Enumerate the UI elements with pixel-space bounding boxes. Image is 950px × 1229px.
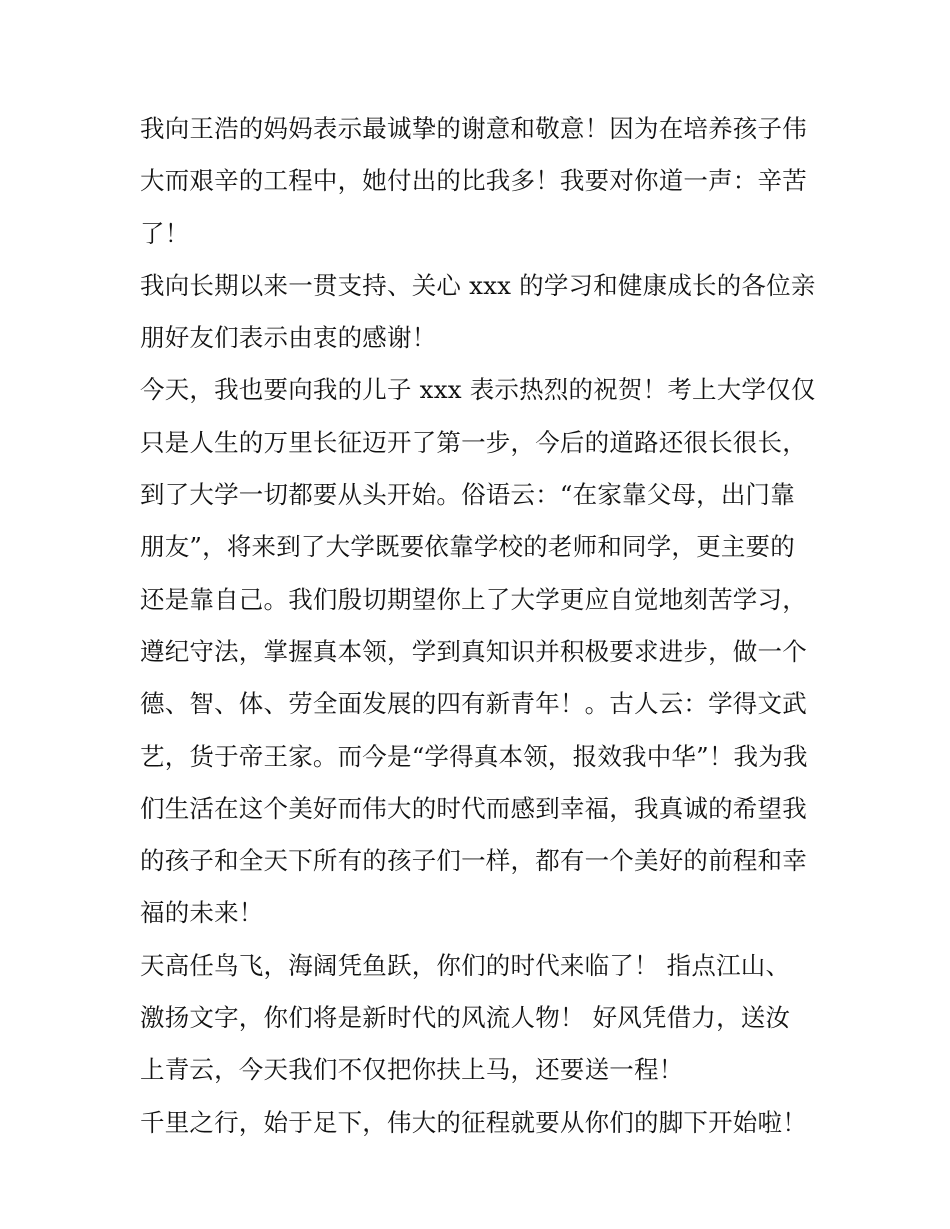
text-line: 只是人生的万里长征迈开了第一步，今后的道路还很长很长， [140, 427, 807, 457]
text-line: 朋好友们表示由衷的感谢！ [140, 323, 437, 353]
text-line: 千里之行，始于足下，伟大的征程就要从你们的脚下开始啦！ [140, 1107, 807, 1137]
text-line: 福的未来！ [140, 898, 264, 928]
text-line: 激扬文字，你们将是新时代的风流人物！ 好风凭借力，送汝 [140, 1003, 791, 1033]
document-body [140, 103, 820, 1149]
text-line: 们生活在这个美好而伟大的时代而感到幸福，我真诚的希望我 [140, 793, 807, 823]
text-line: 上青云，今天我们不仅把你扶上马，还要送一程！ [140, 1055, 684, 1085]
text-line: 还是靠自己。我们殷切期望你上了大学更应自觉地刻苦学习， [140, 584, 807, 614]
text-line: 我向王浩的妈妈表示最诚挚的谢意和敬意！因为在培养孩子伟 [140, 114, 807, 143]
text-line: 德、智、体、劳全面发展的四有新青年！。古人云：学得文武 [140, 689, 807, 719]
text-line: 艺，货于帝王家。而今是“学得真本领，报效我中华”！我为我 [140, 741, 808, 771]
text-line: 的孩子和全天下所有的孩子们一样，都有一个美好的前程和幸 [140, 846, 807, 876]
text-line: 朋友”，将来到了大学既要依靠学校的老师和同学，更主要的 [140, 532, 795, 562]
text-line: 今天，我也要向我的儿子 xxx 表示热烈的祝贺！考上大学仅仅 [140, 375, 816, 405]
text-line: 天高任鸟飞，海阔凭鱼跃，你们的时代来临了！ 指点江山、 [140, 950, 791, 980]
text-line: 大而艰辛的工程中，她付出的比我多！我要对你道一声：辛苦 [140, 166, 807, 196]
text-line: 遵纪守法，掌握真本领，学到真知识并积极要求进步，做一个 [140, 636, 807, 666]
text-line: 我向长期以来一贯支持、关心 xxx 的学习和健康成长的各位亲 [140, 270, 816, 300]
text-line: 到了大学一切都要从头开始。俗语云：“在家靠父母，出门靠 [140, 480, 795, 510]
text-line: 了！ [140, 218, 190, 248]
